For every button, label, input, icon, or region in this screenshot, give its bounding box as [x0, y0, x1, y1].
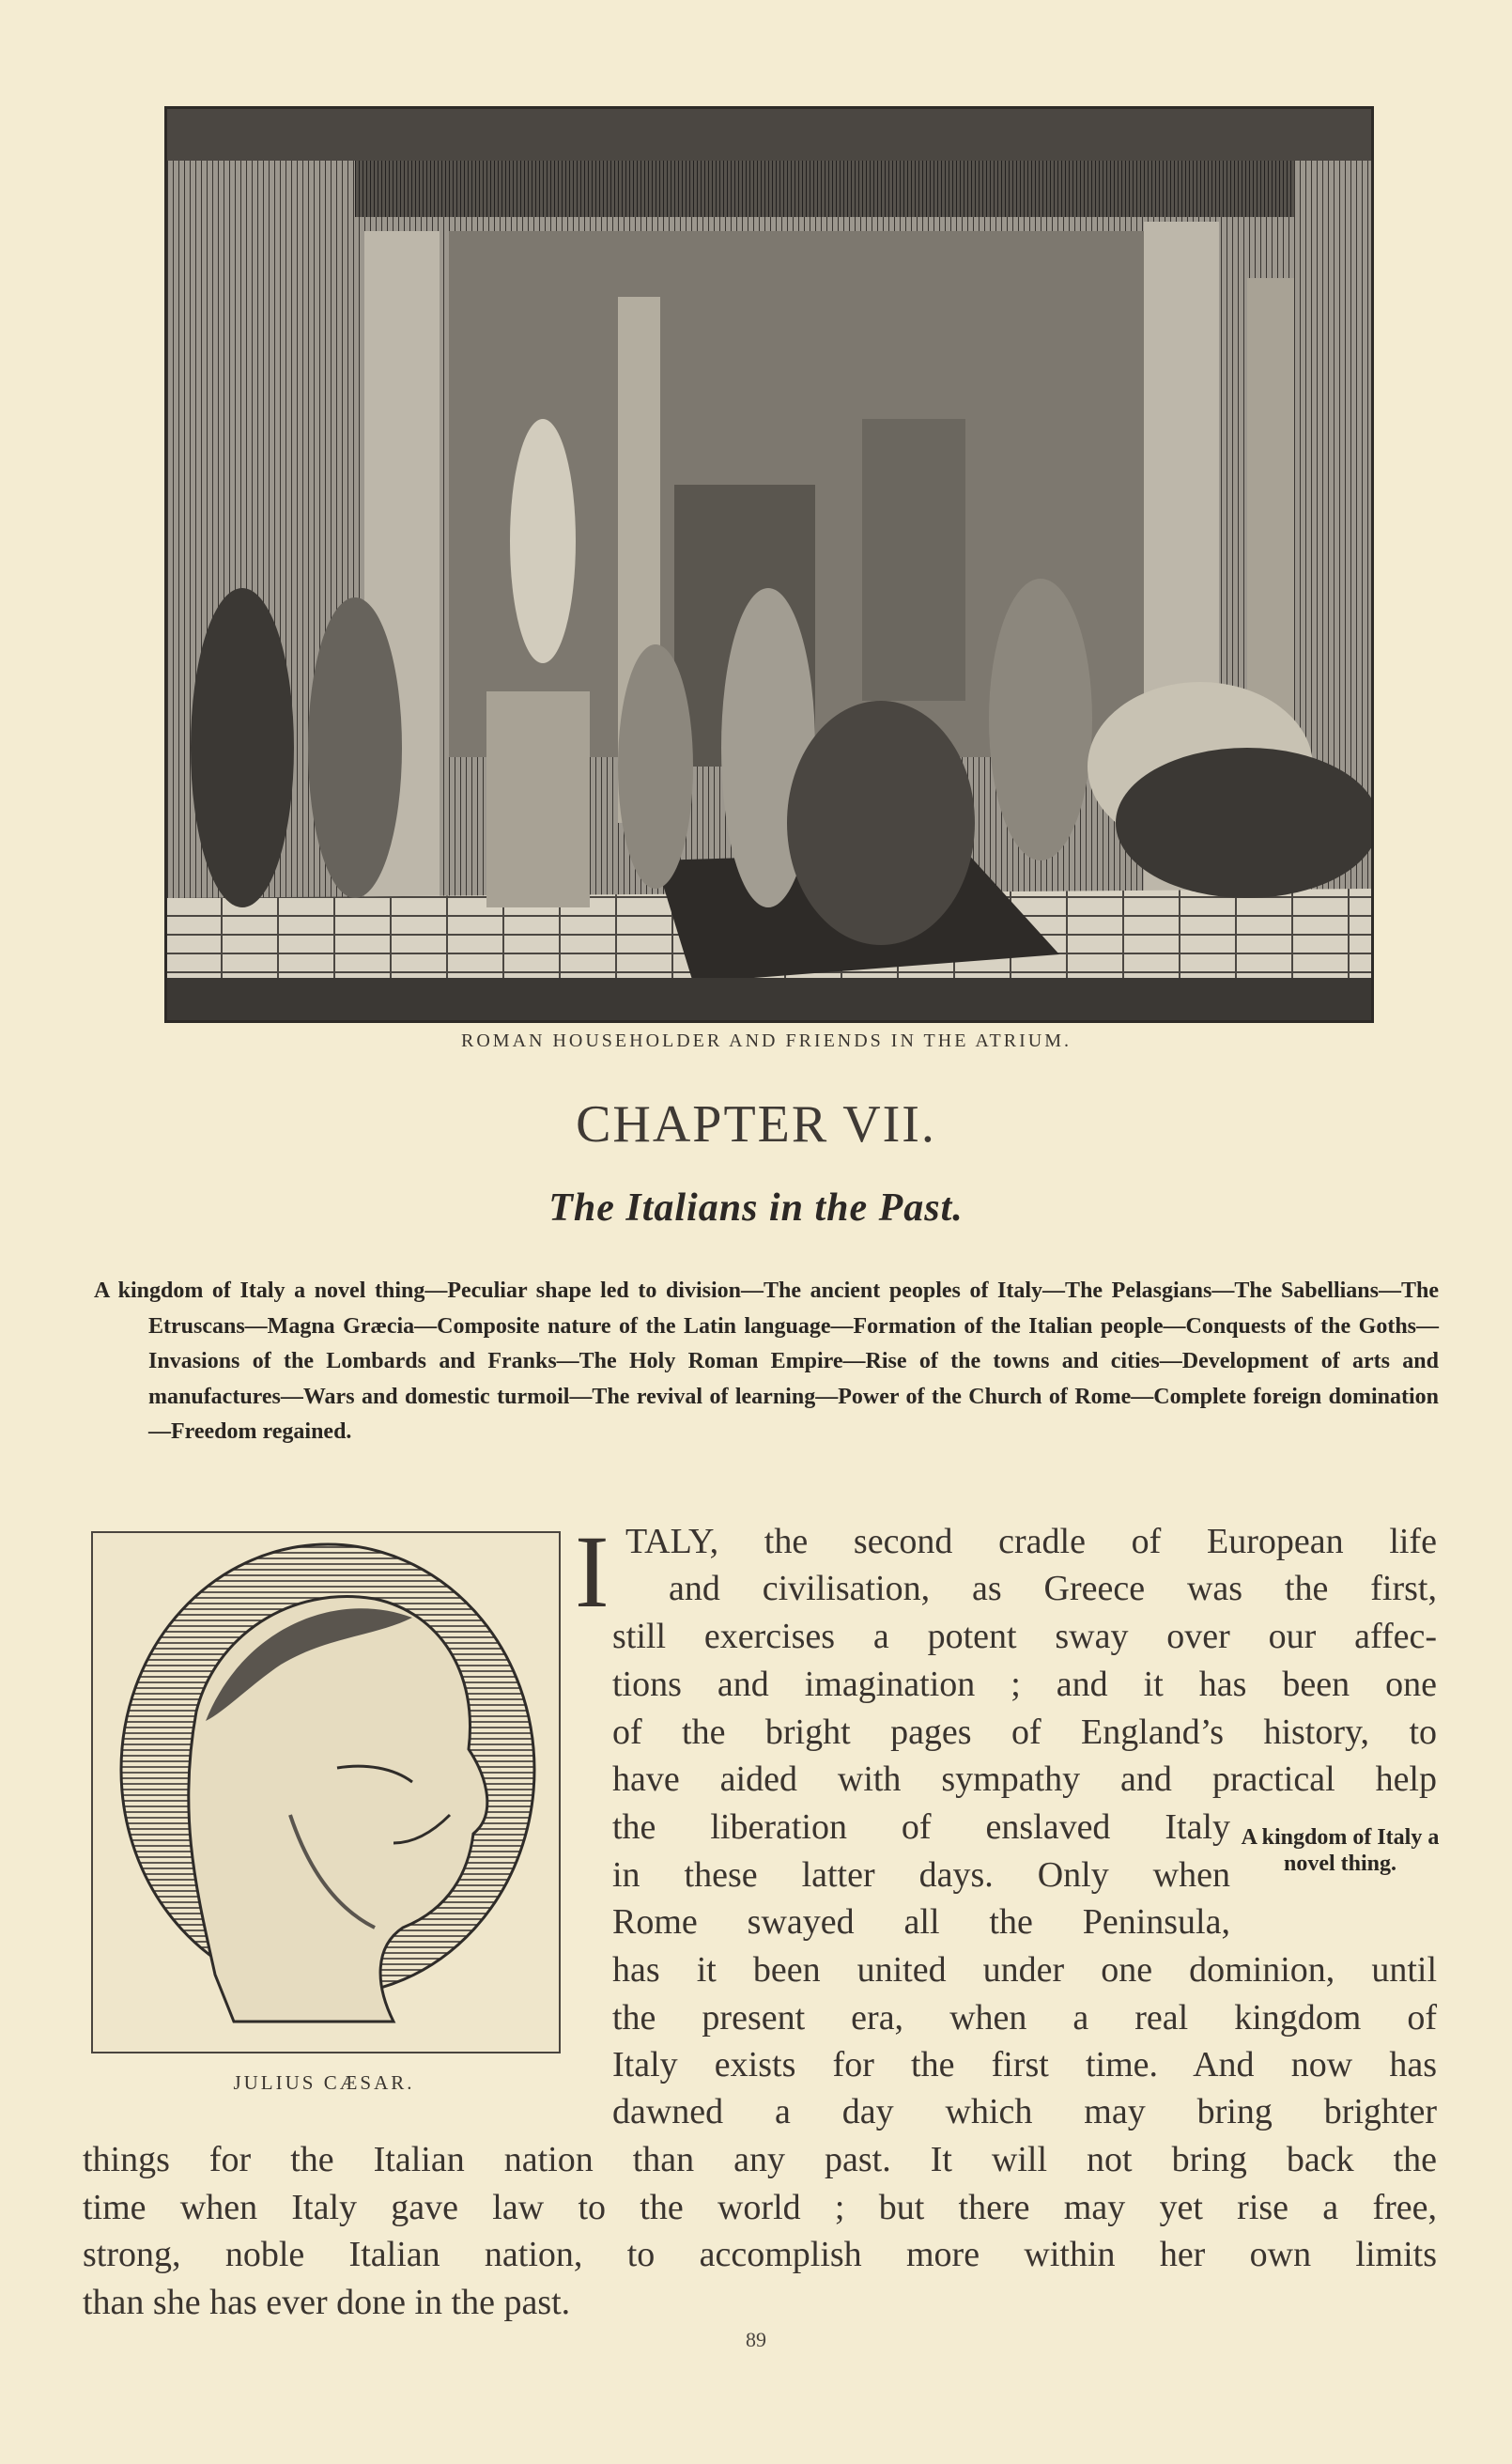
chapter-synopsis: A kingdom of Italy a novel thing—Peculiar shape led to division—The ancient peoples of Italy—The Pelasgians—The Sabellians—The Etruscans—Magna Græcia—Composite nature of the Latin language—Formation of the Italian people—Conquests of the Goths—Invasions of the Lombards and Franks—The Holy Roman Empire—Rise of the towns and cities—Development of arts and manufactures—Wars and domestic turmoil—The revival of learning—Power of the Church of Rome—Complete foreign domination—Freedom regained. — [94, 1278, 1439, 1444]
text-line: still exercises a potent sway over our affec- — [612, 1617, 1437, 1656]
illustration-caption: ROMAN HOUSEHOLDER AND FRIENDS IN THE ATRIUM. — [461, 1031, 1072, 1051]
portrait-caption: JULIUS CÆSAR. — [233, 2071, 415, 2094]
text-line: Rome swayed all the Peninsula, — [612, 1902, 1230, 1942]
chapter-title: The Italians in the Past. — [548, 1186, 964, 1230]
text-line: have aided with sympathy and practical help — [612, 1759, 1437, 1799]
text-line: things for the Italian nation than any past. It will not bring back the — [83, 2140, 1437, 2179]
julius-caesar-portrait — [93, 1533, 559, 2052]
text-line: the liberation of enslaved Italy — [612, 1807, 1230, 1847]
text-line: than she has ever done in the past. — [83, 2283, 571, 2322]
text-line: and civilisation, as Greece was the first, — [669, 1569, 1437, 1608]
text-line: the present era, when a real kingdom of — [612, 1998, 1437, 2038]
drop-cap: I — [575, 1514, 609, 1629]
text-line: tions and imagination ; and it has been one — [612, 1665, 1437, 1704]
atrium-engraving — [164, 106, 1374, 1023]
text-line: of the bright pages of England’s history, to — [612, 1712, 1437, 1752]
text-line: strong, noble Italian nation, to accomplish more within her own limits — [83, 2235, 1437, 2274]
text-line: TALY, the second cradle of European life — [625, 1522, 1437, 1561]
text-line: dawned a day which may bring brighter — [612, 2092, 1437, 2131]
atrium-illustration — [167, 109, 1371, 1020]
text-line: has it been united under one dominion, until — [612, 1950, 1437, 1990]
chapter-number: CHAPTER VII. — [576, 1095, 936, 1154]
page-number: 89 — [746, 2328, 766, 2351]
margin-note: A kingdom of Italy a novel thing. — [1241, 1825, 1440, 1876]
text-line: in these latter days. Only when — [612, 1855, 1230, 1895]
text-line: Italy exists for the first time. And now has — [612, 2045, 1437, 2084]
portrait-engraving — [91, 1531, 561, 2053]
text-line: time when Italy gave law to the world ; but there may yet rise a free, — [83, 2188, 1437, 2227]
